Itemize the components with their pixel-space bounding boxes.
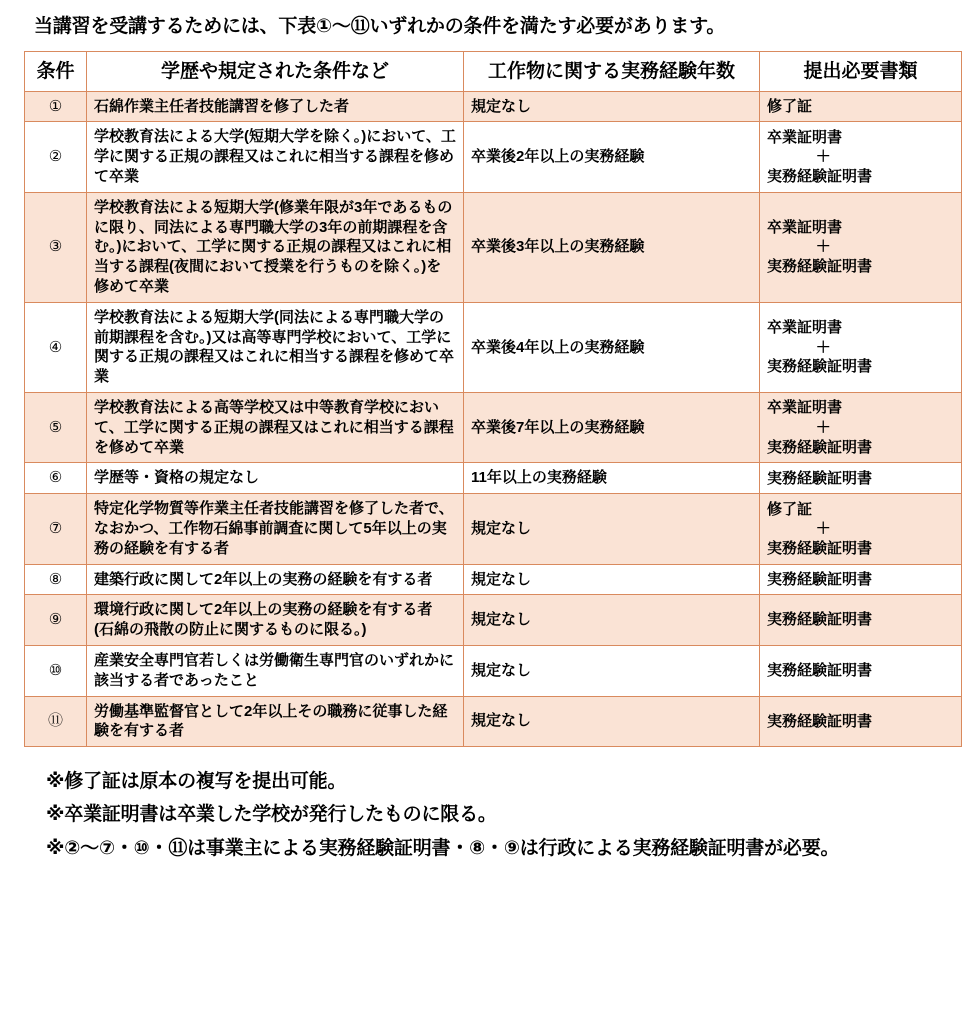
document-line: 実務経験証明書 bbox=[767, 168, 873, 186]
cell-condition-number: ⑨ bbox=[25, 595, 87, 646]
document-line: 卒業証明書 bbox=[767, 218, 843, 236]
cell-education: 学歴等・資格の規定なし bbox=[87, 463, 464, 494]
table-row bbox=[25, 595, 962, 646]
table-row bbox=[25, 122, 962, 192]
cell-condition-number: ③ bbox=[25, 192, 87, 302]
document-line: 卒業証明書 bbox=[767, 399, 843, 417]
document-line: 修了証 bbox=[767, 97, 813, 115]
cell-education: 産業安全専門官若しくは労働衛生専門官のいずれかに該当する者であったこと bbox=[87, 646, 464, 697]
table-body bbox=[25, 91, 962, 747]
cell-experience: 規定なし bbox=[464, 91, 760, 122]
cell-documents bbox=[760, 91, 962, 122]
cell-condition-number: ⑪ bbox=[25, 696, 87, 747]
document-line: 実務経験証明書 bbox=[767, 539, 873, 557]
document-line: 実務経験証明書 bbox=[767, 469, 873, 487]
document-line: 修了証 bbox=[767, 500, 813, 518]
document-line: 実務経験証明書 bbox=[767, 258, 873, 276]
cell-experience: 規定なし bbox=[464, 595, 760, 646]
cell-experience: 規定なし bbox=[464, 494, 760, 564]
table-row bbox=[25, 463, 962, 494]
table-row bbox=[25, 494, 962, 564]
table-row bbox=[25, 646, 962, 697]
cell-experience: 卒業後2年以上の実務経験 bbox=[464, 122, 760, 192]
cell-education: 労働基準監督官として2年以上その職務に従事した経験を有する者 bbox=[87, 696, 464, 747]
cell-education: 石綿作業主任者技能講習を修了した者 bbox=[87, 91, 464, 122]
cell-experience: 卒業後3年以上の実務経験 bbox=[464, 192, 760, 302]
table-header-row bbox=[25, 51, 962, 91]
cell-documents bbox=[760, 564, 962, 595]
document-line: 卒業証明書 bbox=[767, 128, 843, 146]
plus-separator: ＋ bbox=[815, 418, 831, 436]
document-line: 実務経験証明書 bbox=[767, 611, 873, 629]
cell-experience: 規定なし bbox=[464, 646, 760, 697]
cell-documents bbox=[760, 494, 962, 564]
cell-experience: 卒業後7年以上の実務経験 bbox=[464, 393, 760, 463]
column-header-condition: 条件 bbox=[25, 51, 87, 91]
document-line: 実務経験証明書 bbox=[767, 358, 873, 376]
table-row bbox=[25, 91, 962, 122]
table-head bbox=[25, 51, 962, 91]
cell-documents bbox=[760, 646, 962, 697]
cell-condition-number: ① bbox=[25, 91, 87, 122]
cell-education: 環境行政に関して2年以上の実務の経験を有する者 (石綿の飛散の防止に関するものに限る。) bbox=[87, 595, 464, 646]
cell-education: 学校教育法による高等学校又は中等教育学校において、工学に関する正規の課程又はこれに相当する課程を修めて卒業 bbox=[87, 393, 464, 463]
document-line: 実務経験証明書 bbox=[767, 662, 873, 680]
cell-education: 特定化学物質等作業主任者技能講習を修了した者で、なおかつ、工作物石綿事前調査に関して5年以上の実務の経験を有する者 bbox=[87, 494, 464, 564]
cell-experience: 規定なし bbox=[464, 696, 760, 747]
table-row bbox=[25, 192, 962, 302]
cell-condition-number: ⑦ bbox=[25, 494, 87, 564]
cell-condition-number: ⑥ bbox=[25, 463, 87, 494]
cell-experience: 規定なし bbox=[464, 564, 760, 595]
plus-separator: ＋ bbox=[815, 148, 831, 166]
conditions-table bbox=[24, 51, 962, 748]
cell-documents bbox=[760, 122, 962, 192]
cell-documents bbox=[760, 696, 962, 747]
cell-condition-number: ② bbox=[25, 122, 87, 192]
column-header-experience: 工作物に関する実務経験年数 bbox=[464, 51, 760, 91]
cell-education: 建築行政に関して2年以上の実務の経験を有する者 bbox=[87, 564, 464, 595]
plus-separator: ＋ bbox=[815, 338, 831, 356]
note-item: ※②〜⑦・⑩・⑪は事業主による実務経験証明書・⑧・⑨は行政による実務経験証明書が必要。 bbox=[46, 837, 840, 859]
cell-condition-number: ⑩ bbox=[25, 646, 87, 697]
column-header-education: 学歴や規定された条件など bbox=[87, 51, 464, 91]
column-header-documents: 提出必要書類 bbox=[760, 51, 962, 91]
document-line: 実務経験証明書 bbox=[767, 712, 873, 730]
cell-education: 学校教育法による短期大学(同法による専門職大学の前期課程を含む。)又は高等専門学校において、工学に関する正規の課程又はこれに相当する課程を修めて卒業 bbox=[87, 302, 464, 392]
table-row bbox=[25, 564, 962, 595]
cell-documents bbox=[760, 463, 962, 494]
plus-separator: ＋ bbox=[815, 238, 831, 256]
cell-condition-number: ⑤ bbox=[25, 393, 87, 463]
table-row bbox=[25, 696, 962, 747]
plus-separator: ＋ bbox=[815, 520, 831, 538]
cell-documents bbox=[760, 302, 962, 392]
note-item: ※修了証は原本の複写を提出可能。 bbox=[46, 771, 347, 793]
cell-education: 学校教育法による短期大学(修業年限が3年であるものに限り、同法による専門職大学の3年の前期課程を含む。)において、工学に関する正規の課程又はこれに相当する課程(夜間において授業を行うものを除く。)を修めて卒業 bbox=[87, 192, 464, 302]
cell-condition-number: ⑧ bbox=[25, 564, 87, 595]
cell-documents bbox=[760, 393, 962, 463]
cell-experience: 11年以上の実務経験 bbox=[464, 463, 760, 494]
cell-documents bbox=[760, 192, 962, 302]
note-item: ※卒業証明書は卒業した学校が発行したものに限る。 bbox=[46, 804, 497, 826]
cell-experience: 卒業後4年以上の実務経験 bbox=[464, 302, 760, 392]
notes-list bbox=[46, 765, 953, 865]
table-row bbox=[25, 393, 962, 463]
table-row bbox=[25, 302, 962, 392]
cell-documents bbox=[760, 595, 962, 646]
document-line: 実務経験証明書 bbox=[767, 570, 873, 588]
cell-condition-number: ④ bbox=[25, 302, 87, 392]
document-line: 卒業証明書 bbox=[767, 319, 843, 337]
cell-education: 学校教育法による大学(短期大学を除く。)において、工学に関する正規の課程又はこれに相当する課程を修めて卒業 bbox=[87, 122, 464, 192]
intro-text: 当講習を受講するためには、下表①〜⑪いずれかの条件を満たす必要があります。 bbox=[34, 16, 726, 37]
document-line: 実務経験証明書 bbox=[767, 438, 873, 456]
